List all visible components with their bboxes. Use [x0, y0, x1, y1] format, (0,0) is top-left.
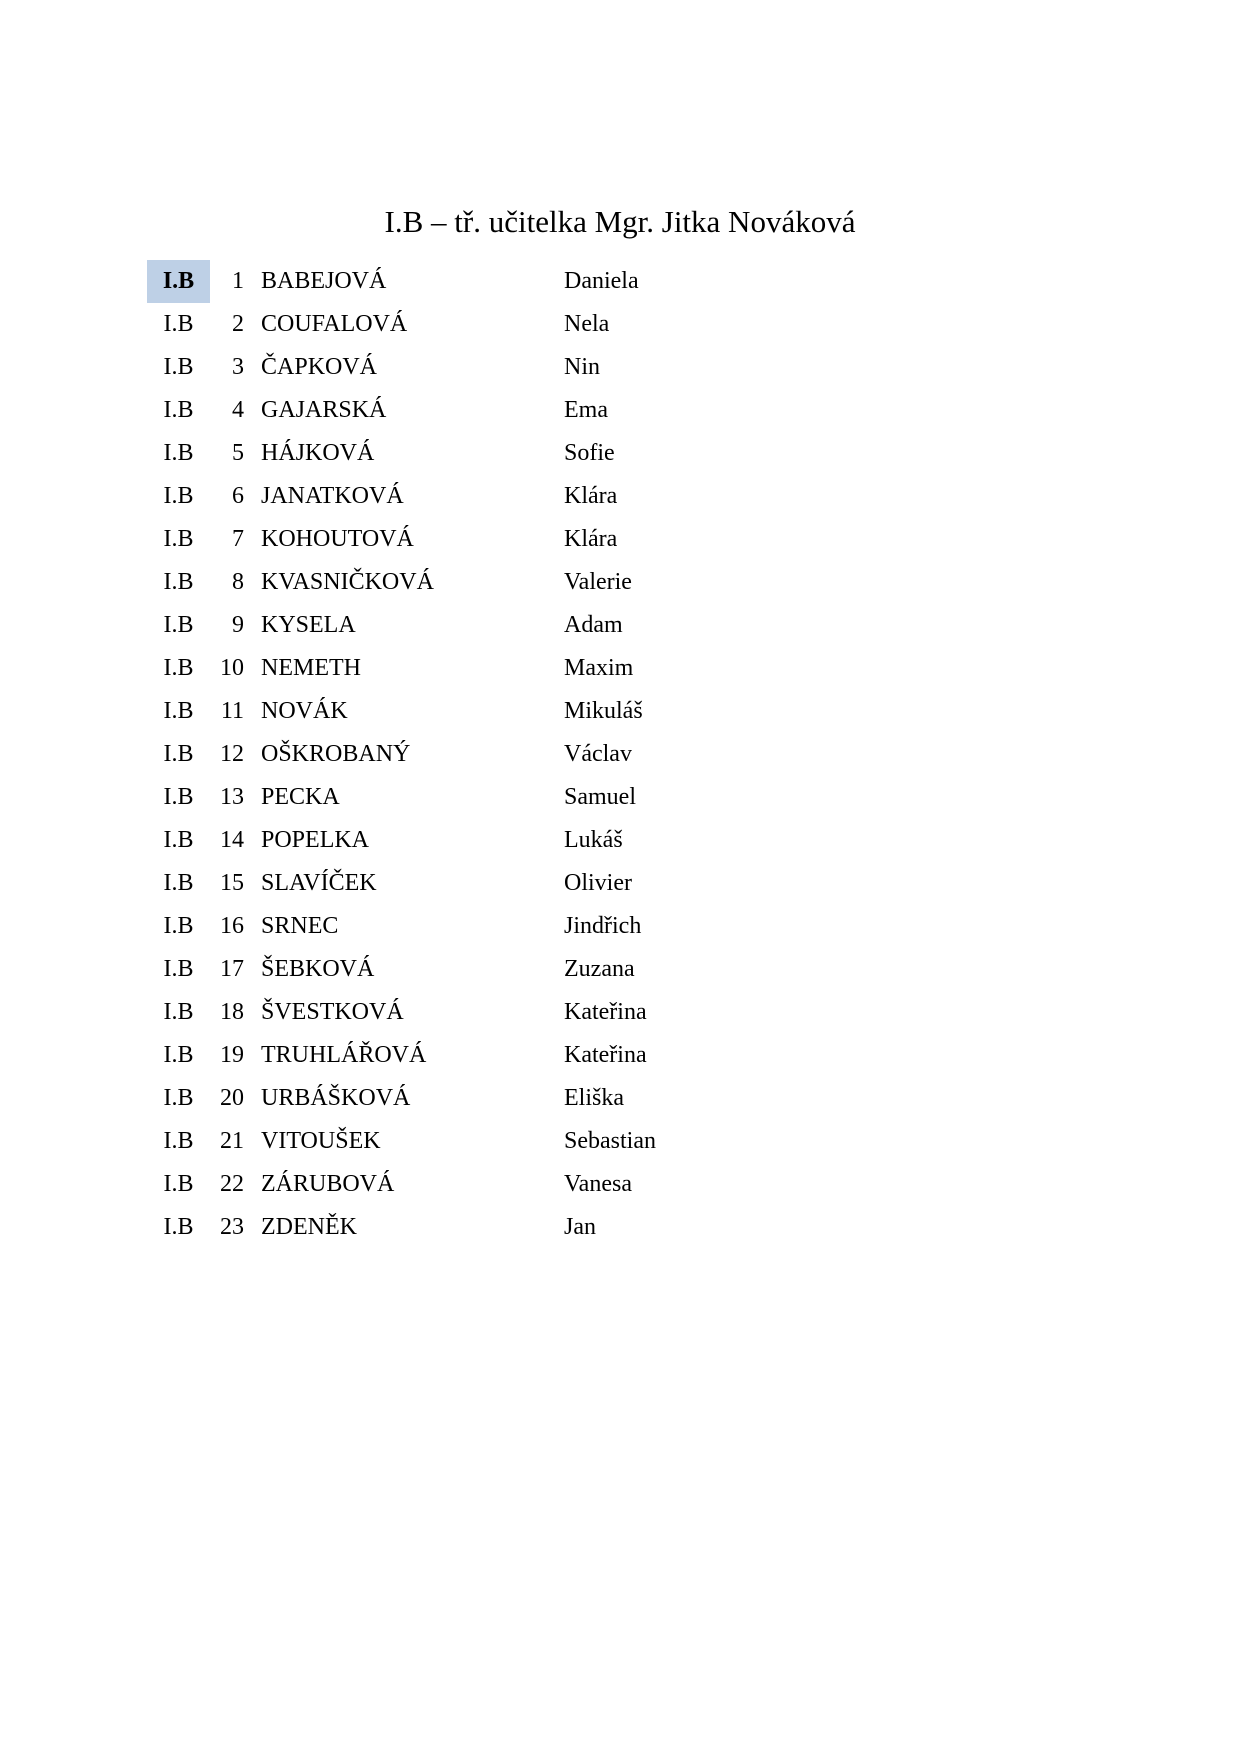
- class-cell[interactable]: I.B: [163, 698, 194, 724]
- class-cell[interactable]: I.B: [163, 1128, 194, 1154]
- class-cell[interactable]: I.B: [163, 311, 194, 337]
- table-row: [0, 432, 1240, 475]
- class-cell[interactable]: I.B: [163, 354, 194, 380]
- student-surname: ČAPKOVÁ: [261, 354, 378, 380]
- table-row: [0, 561, 1240, 604]
- student-first-name: Eliška: [564, 1085, 624, 1111]
- student-number: 9: [232, 612, 244, 638]
- table-row: [0, 518, 1240, 561]
- student-first-name: Klára: [564, 483, 618, 509]
- class-cell[interactable]: I.B: [163, 1171, 194, 1197]
- student-surname: TRUHLÁŘOVÁ: [261, 1042, 427, 1068]
- student-first-name: Zuzana: [564, 956, 635, 982]
- class-cell[interactable]: I.B: [163, 999, 194, 1025]
- student-number: 12: [220, 741, 244, 767]
- table-row: [0, 776, 1240, 819]
- student-first-name: Ema: [564, 397, 608, 423]
- student-number: 23: [220, 1214, 244, 1240]
- student-first-name: Adam: [564, 612, 623, 638]
- table-row: [0, 690, 1240, 733]
- table-row: [0, 604, 1240, 647]
- table-row: [0, 389, 1240, 432]
- student-first-name: Sebastian: [564, 1128, 656, 1154]
- table-row: [0, 346, 1240, 389]
- student-first-name: Sofie: [564, 440, 615, 466]
- student-surname: URBÁŠKOVÁ: [261, 1085, 411, 1111]
- student-first-name: Mikuláš: [564, 698, 643, 724]
- class-cell[interactable]: I.B: [163, 483, 194, 509]
- student-list: [0, 260, 1240, 1240]
- class-cell[interactable]: I.B: [163, 1042, 194, 1068]
- student-number: 13: [220, 784, 244, 810]
- student-number: 4: [232, 397, 244, 423]
- student-surname: ZÁRUBOVÁ: [261, 1171, 395, 1197]
- student-surname: NEMETH: [261, 655, 361, 681]
- student-surname: COUFALOVÁ: [261, 311, 408, 337]
- table-row: [0, 303, 1240, 346]
- class-cell[interactable]: I.B: [163, 397, 194, 423]
- student-number: 17: [220, 956, 244, 982]
- student-surname: KYSELA: [261, 612, 356, 638]
- table-row: [0, 1034, 1240, 1077]
- table-row: [0, 819, 1240, 862]
- student-surname: BABEJOVÁ: [261, 268, 387, 294]
- student-first-name: Maxim: [564, 655, 634, 681]
- student-number: 7: [232, 526, 244, 552]
- student-surname: OŠKROBANÝ: [261, 741, 411, 767]
- student-first-name: Daniela: [564, 268, 639, 294]
- student-first-name: Kateřina: [564, 999, 647, 1025]
- student-number: 11: [220, 698, 244, 724]
- class-cell[interactable]: I.B: [163, 827, 194, 853]
- student-number: 2: [232, 311, 244, 337]
- student-first-name: Jan: [564, 1214, 596, 1240]
- table-row: [0, 1077, 1240, 1120]
- table-row: [0, 1120, 1240, 1163]
- class-cell[interactable]: I.B: [163, 526, 194, 552]
- table-row: [0, 647, 1240, 690]
- student-surname: KVASNIČKOVÁ: [261, 569, 434, 595]
- student-first-name: Lukáš: [564, 827, 623, 853]
- table-row: [0, 948, 1240, 991]
- class-cell[interactable]: I.B: [163, 741, 194, 767]
- student-first-name: Nin: [564, 354, 600, 380]
- student-first-name: Klára: [564, 526, 618, 552]
- table-row: [0, 991, 1240, 1034]
- student-number: 19: [220, 1042, 244, 1068]
- student-number: 10: [220, 655, 244, 681]
- student-number: 3: [232, 354, 244, 380]
- student-surname: KOHOUTOVÁ: [261, 526, 414, 552]
- student-surname: SRNEC: [261, 913, 339, 939]
- student-first-name: Nela: [564, 311, 610, 337]
- student-surname: JANATKOVÁ: [261, 483, 404, 509]
- class-cell-selected[interactable]: I.B: [147, 260, 210, 303]
- student-number: 15: [220, 870, 244, 896]
- student-surname: ŠVESTKOVÁ: [261, 999, 404, 1025]
- student-number: 16: [220, 913, 244, 939]
- class-cell[interactable]: I.B: [163, 956, 194, 982]
- student-first-name: Kateřina: [564, 1042, 647, 1068]
- table-row: [0, 733, 1240, 776]
- student-number: 5: [232, 440, 244, 466]
- class-cell[interactable]: I.B: [163, 655, 194, 681]
- student-number: 22: [220, 1171, 244, 1197]
- table-row: [0, 1163, 1240, 1206]
- student-first-name: Jindřich: [564, 913, 642, 939]
- student-first-name: Samuel: [564, 784, 636, 810]
- student-surname: VITOUŠEK: [261, 1128, 381, 1154]
- student-number: 1: [232, 268, 244, 294]
- student-number: 8: [232, 569, 244, 595]
- student-number: 21: [220, 1128, 244, 1154]
- class-cell[interactable]: I.B: [163, 1085, 194, 1111]
- student-surname: ŠEBKOVÁ: [261, 956, 375, 982]
- student-first-name: Valerie: [564, 569, 632, 595]
- student-first-name: Vanesa: [564, 1171, 632, 1197]
- table-row: [0, 862, 1240, 905]
- student-number: 18: [220, 999, 244, 1025]
- student-surname: HÁJKOVÁ: [261, 440, 375, 466]
- student-number: 20: [220, 1085, 244, 1111]
- class-cell[interactable]: I.B: [163, 569, 194, 595]
- student-number: 6: [232, 483, 244, 509]
- class-cell[interactable]: I.B: [163, 784, 194, 810]
- class-cell[interactable]: I.B: [163, 612, 194, 638]
- table-row: [0, 475, 1240, 518]
- student-surname: POPELKA: [261, 827, 370, 853]
- class-cell[interactable]: I.B: [163, 870, 194, 896]
- table-row: [0, 1206, 1240, 1249]
- student-number: 14: [220, 827, 244, 853]
- student-surname: PECKA: [261, 784, 340, 810]
- class-cell[interactable]: I.B: [163, 1214, 194, 1240]
- student-surname: NOVÁK: [261, 698, 348, 724]
- class-cell[interactable]: I.B: [163, 913, 194, 939]
- student-surname: GAJARSKÁ: [261, 397, 387, 423]
- student-first-name: Olivier: [564, 870, 632, 896]
- class-cell[interactable]: I.B: [163, 440, 194, 466]
- table-row: [0, 260, 1240, 303]
- student-surname: ZDENĚK: [261, 1214, 357, 1240]
- student-first-name: Václav: [564, 741, 632, 767]
- student-surname: SLAVÍČEK: [261, 870, 377, 896]
- table-row: [0, 905, 1240, 948]
- page-title: I.B – tř. učitelka Mgr. Jitka Nováková: [384, 204, 856, 239]
